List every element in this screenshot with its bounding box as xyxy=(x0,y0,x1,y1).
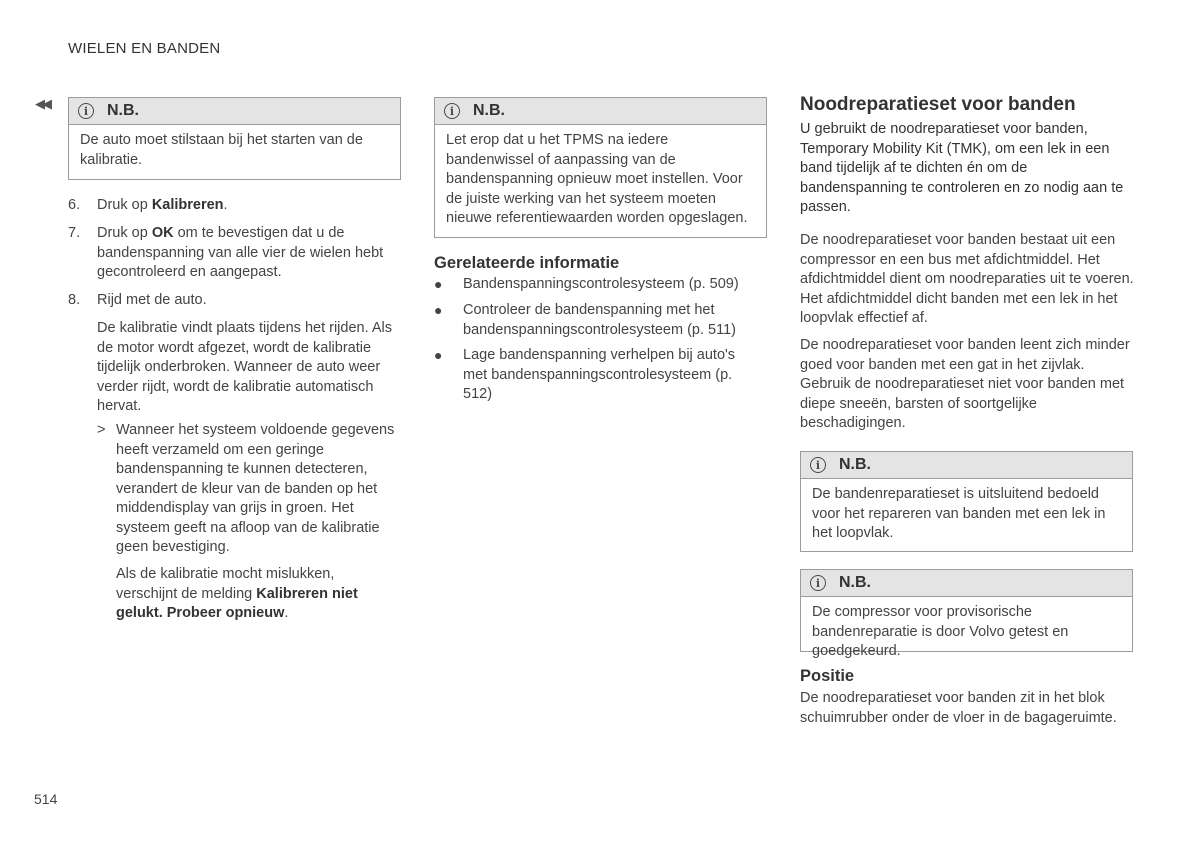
calibration-paragraph: De kalibratie vindt plaats tijdens het rijden. Als de motor wordt afgezet, wordt de kalibratie tijdelijk onderbroken. Wanneer de auto weer verder rijdt, wordt de kalibratie automatisch hervat. xyxy=(97,320,392,414)
step-number: 7. xyxy=(68,225,81,241)
step-number: 8. xyxy=(68,292,81,308)
note-box-tpms xyxy=(434,97,767,238)
note-box-calibration xyxy=(68,97,401,180)
intro-paragraph: U gebruikt de noodreparatieset voor banden, Temporary Mobility Kit (TMK), om een lek in een band tijdelijk af te dichten én om de bandenspanning te controleren en zo nodig aan te passen. xyxy=(800,121,1124,215)
note-header xyxy=(801,452,1132,479)
bullet-icon: ● xyxy=(434,276,443,292)
info-icon: i xyxy=(444,103,460,119)
bullet-icon: ● xyxy=(434,347,443,363)
note-title: N.B. xyxy=(473,102,505,119)
step-text: Druk op Kalibreren. xyxy=(97,197,228,213)
note-header xyxy=(435,98,766,125)
step-text: Rijd met de auto. xyxy=(97,292,207,308)
step-text: Druk op OK om te bevestigen dat u de bandenspanning van alle vier de wielen hebt gecontroleerd en aangepast. xyxy=(97,225,384,280)
result-marker: > xyxy=(97,422,106,438)
failure-text: Als de kalibratie mocht mislukken, verschijnt de melding Kalibreren niet gelukt. Probeer opnieuw. xyxy=(116,566,358,621)
result-text: Wanneer het systeem voldoende gegevens heeft verzameld om een geringe bandenspanning te kunnen detecteren, verandert de kleur van de banden op het middendisplay van grijs in groen. Het systeem geeft na afloop van de kalibratie geen bevestiging. xyxy=(116,422,395,555)
position-paragraph: De noodreparatieset voor banden zit in het blok schuimrubber onder de vloer in de bagageruimte. xyxy=(800,690,1117,726)
note-title: N.B. xyxy=(107,102,139,119)
limitation-paragraph: De noodreparatieset voor banden leent zich minder goed voor banden met een gat in het zijvlak. Gebruik de noodreparatieset niet voor banden met diepe sneeën, barsten of soortgelijke beschadigingen. xyxy=(800,337,1130,431)
section-header: WIELEN EN BANDEN xyxy=(68,40,221,57)
note-body: Let erop dat u het TPMS na iedere bandenwissel of aanpassing van de bandenspanning opnieuw moet instellen. Voor de juiste werking van het systeem moeten nieuwe referentiewaarden worden opgeslagen. xyxy=(446,132,748,226)
info-icon: i xyxy=(78,103,94,119)
related-info-heading: Gerelateerde informatie xyxy=(434,254,620,272)
note-title: N.B. xyxy=(839,574,871,591)
ui-term-kalibreren: Kalibreren xyxy=(151,197,224,213)
note-box-repair-kit xyxy=(800,451,1133,552)
bullet-icon: ● xyxy=(434,302,443,318)
info-icon: i xyxy=(810,457,826,473)
info-icon: i xyxy=(810,575,826,591)
note-title: N.B. xyxy=(839,456,871,473)
ui-term-ok: OK xyxy=(151,225,174,241)
double-left-arrow-icon[interactable]: ◀◀ xyxy=(35,96,49,111)
page-number: 514 xyxy=(34,791,58,807)
note-body: De auto moet stilstaan bij het starten van de kalibratie. xyxy=(80,132,363,168)
related-link[interactable]: Bandenspanningscontrolesysteem (p. 509) xyxy=(463,276,739,292)
note-header xyxy=(801,570,1132,597)
failure-message: Kalibreren niet gelukt. Probeer opnieuw xyxy=(116,585,358,621)
note-body: De compressor voor provisorische bandenreparatie is door Volvo getest en goedgekeurd. xyxy=(812,604,1069,659)
related-link[interactable]: Controleer de bandenspanning met het bandenspanningscontrolesysteem (p. 511) xyxy=(463,302,736,338)
position-heading: Positie xyxy=(800,667,855,685)
step-number: 6. xyxy=(68,197,81,213)
description-paragraph: De noodreparatieset voor banden bestaat uit een compressor en een bus met afdichtmiddel. Het afdichtmiddel dient om noodreparaties uit te voeren. Het afdichtmiddel dicht banden met een lek in het loopvlak effectief af. xyxy=(800,232,1134,326)
note-box-compressor xyxy=(800,569,1133,659)
related-link[interactable]: Lage bandenspanning verhelpen bij auto's met bandenspanningscontrolesysteem (p. 512) xyxy=(463,347,736,402)
note-body: De bandenreparatieset is uitsluitend bedoeld voor het repareren van banden met een lek in het loopvlak. xyxy=(812,486,1106,541)
section-heading: Noodreparatieset voor banden xyxy=(800,94,1076,115)
note-header xyxy=(69,98,400,125)
